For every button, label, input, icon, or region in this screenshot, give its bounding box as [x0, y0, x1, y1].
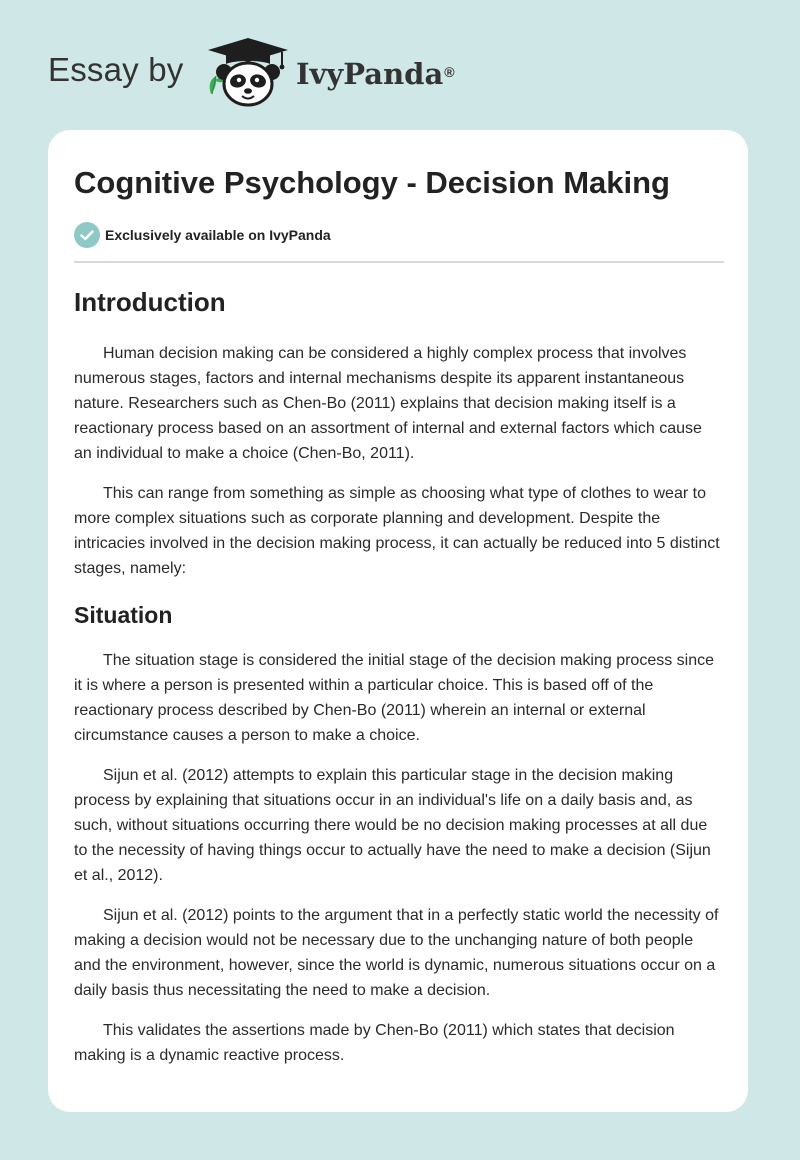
essay-body — [74, 279, 724, 1083]
exclusive-badge-text: Exclusively available on IvyPanda — [105, 227, 331, 243]
exclusive-badge — [74, 222, 331, 248]
check-circle-icon — [74, 222, 100, 248]
essay-title: Cognitive Psychology - Decision Making — [74, 165, 670, 200]
heading-situation: Situation — [74, 602, 173, 628]
brand-text: IvyPanda — [296, 57, 444, 91]
paragraph: This can range from something as simple as choosing what type of clothes to wear to more complex situations such as corporate planning and development. Despite the intricacies involved in the decision making process, it can actually be reduced into 5 distinct stages, namely: — [74, 485, 720, 577]
site-header — [0, 0, 800, 130]
paragraph: Sijun et al. (2012) points to the argument that in a perfectly static world the necessity of making a decision would not be necessary due to the unchanging nature of both people and the environment, however, since the world is dynamic, numerous situations occur on a daily basis thus necessitating the need to make a decision. — [74, 907, 719, 999]
paragraph: Human decision making can be considered a highly complex process that involves numerous stages, factors and internal mechanisms despite its apparent instantaneous nature. Researchers such as Chen-Bo (2011) explains that decision making itself is a reactionary process based on an assortment of internal and external factors which cause an individual to make a choice (Chen-Bo, 2011). — [74, 345, 702, 462]
paragraph: The situation stage is considered the initial stage of the decision making process since it is where a person is presented within a particular choice. This is based off of the reactionary process described by Chen-Bo (2011) wherein an internal or external circumstance causes a person to make a choice. — [74, 652, 715, 744]
panda-graduate-logo-icon[interactable] — [202, 36, 294, 108]
essay-card — [48, 130, 748, 1112]
heading-introduction: Introduction — [74, 287, 226, 317]
essay-by-label: Essay by — [48, 51, 184, 88]
paragraph: Sijun et al. (2012) attempts to explain this particular stage in the decision making process by explaining that situations occur in an individual's life on a daily basis and, as such, without situations occurring there would be no decision making processes at all due to the necessity of having things occur to actually have the need to make a decision (Sijun et al., 2012). — [74, 767, 711, 884]
paragraph: This validates the assertions made by Chen-Bo (2011) which states that decision making is a dynamic reactive process. — [74, 1022, 675, 1064]
registered-mark: ® — [444, 64, 455, 80]
brand-name[interactable] — [296, 56, 455, 92]
title-divider — [74, 261, 724, 263]
